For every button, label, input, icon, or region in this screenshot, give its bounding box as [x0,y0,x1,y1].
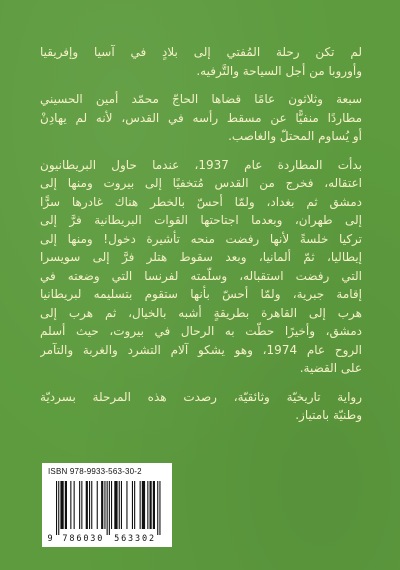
blurb-paragraph-4 [40,388,362,425]
barcode-bar [132,481,133,529]
blurb-line: وأوروبا من أجل السياحة والتَّرفيه. [196,63,362,78]
blurb-line: وطنيّة بامتياز. [295,408,362,422]
barcode-bar [109,481,110,535]
isbn-barcode [42,463,172,547]
blurb-line: لم تكن رحلة المُفتي إلى بلادٍ في آسيا وإفريقيا [40,45,362,59]
barcode-bar [86,481,88,529]
blurb-paragraph-2 [40,90,362,146]
isbn-label: ISBN 978-9933-563-30-2 [48,467,142,476]
barcode-bar [121,481,122,529]
blurb-line: إلى طهران، وبعدما اجتاحتها القوات البريطانية فرَّ إلى [40,213,362,227]
barcode-bar [134,481,135,529]
blurb-line: إيطاليا، ثمّ ألمانيا، وبعد سقوط هتلر فرَّ إلى سويسرا [40,250,362,264]
barcode-bar [126,481,127,529]
blurb-line: دمشق ثم بغداد، ولمّا أحسّ بالخطر هناك غادرها سرًّا [40,194,362,209]
blurb-line: إقامة جبرية، ولمّا أحسّ بأنها ستقوم بتسليمه لبريطانيا [40,287,362,301]
blurb-line: مطاردًا منفيًّا عن مسقط رأسه في القدس، لأنه لم يهادِنْ [40,110,362,125]
barcode-bar [159,481,160,535]
barcode-bar [65,481,67,529]
barcode-bar [114,481,117,529]
blurb-line: سبعة وثلاثون عامًا قضاها الحاجّ محمّد أمين الحسيني [40,92,362,106]
blurb-line: رواية تاريخيّة وثائقيّة، رصدت هذه المرحلة بسرديّة [40,389,362,404]
barcode-right-digits: 563302 [114,534,155,544]
blurb-text [40,43,362,435]
blurb-line: تركيا خلسةً لأنها رفضت منحه تأشيرة دخول! ومنها إلى [40,231,362,246]
barcode-graphic [42,479,172,545]
blurb-line: هرب إلى القاهرة بطريقةٍ أشبه بالخيال، ثم هرب إلى [40,305,362,320]
blurb-line: التي رفضت استقباله، وسلّمته لفرنسا التي وضعته في [40,268,362,283]
barcode-bar [70,481,71,529]
blurb-line: أو يُساوم المحتلّ والغاصب. [228,129,362,143]
barcode-bar [97,481,98,529]
barcode-bar [58,481,59,535]
blurb-line: بدأت المطاردة عام 1937، عندما حاول البريطانيون [40,157,362,172]
blurb-line: دمشق، وأخيرًا حطّت به الرحال في بيروت، حيث أسلم [40,324,362,338]
barcode-lead-digit: 9 [47,534,53,544]
barcode-bar [111,481,112,529]
blurb-paragraph-3 [40,156,362,378]
barcode-bar [142,481,145,529]
barcode-left-digits: 786030 [62,534,103,544]
barcode-bar [140,481,141,529]
blurb-line: اعتقاله، فخرج من القدس مُتخفيًا إلى بيروت ومنها إلى [40,176,362,190]
barcode-bar [56,481,57,535]
barcode-bar [107,481,108,535]
barcode-bar [74,481,75,529]
barcode-bar [91,481,92,529]
barcode-bar [104,481,105,529]
barcode-bar [153,481,155,529]
blurb-line: الروح عام 1974، وهو يشكو آلام التشرد والغربة والتآمر [40,342,362,357]
barcode-bar [101,481,103,529]
barcode-bar [89,481,90,529]
blurb-line: على القضية. [299,361,362,375]
barcode-bar [119,481,120,529]
barcode-bar [147,481,148,529]
barcode-bar [79,481,80,529]
barcode-bar [150,481,152,529]
barcode-bar [157,481,158,535]
barcode-bar [81,481,82,529]
blurb-paragraph-1 [40,43,362,80]
barcode-bar [60,481,63,529]
barcode-bars [56,481,161,535]
